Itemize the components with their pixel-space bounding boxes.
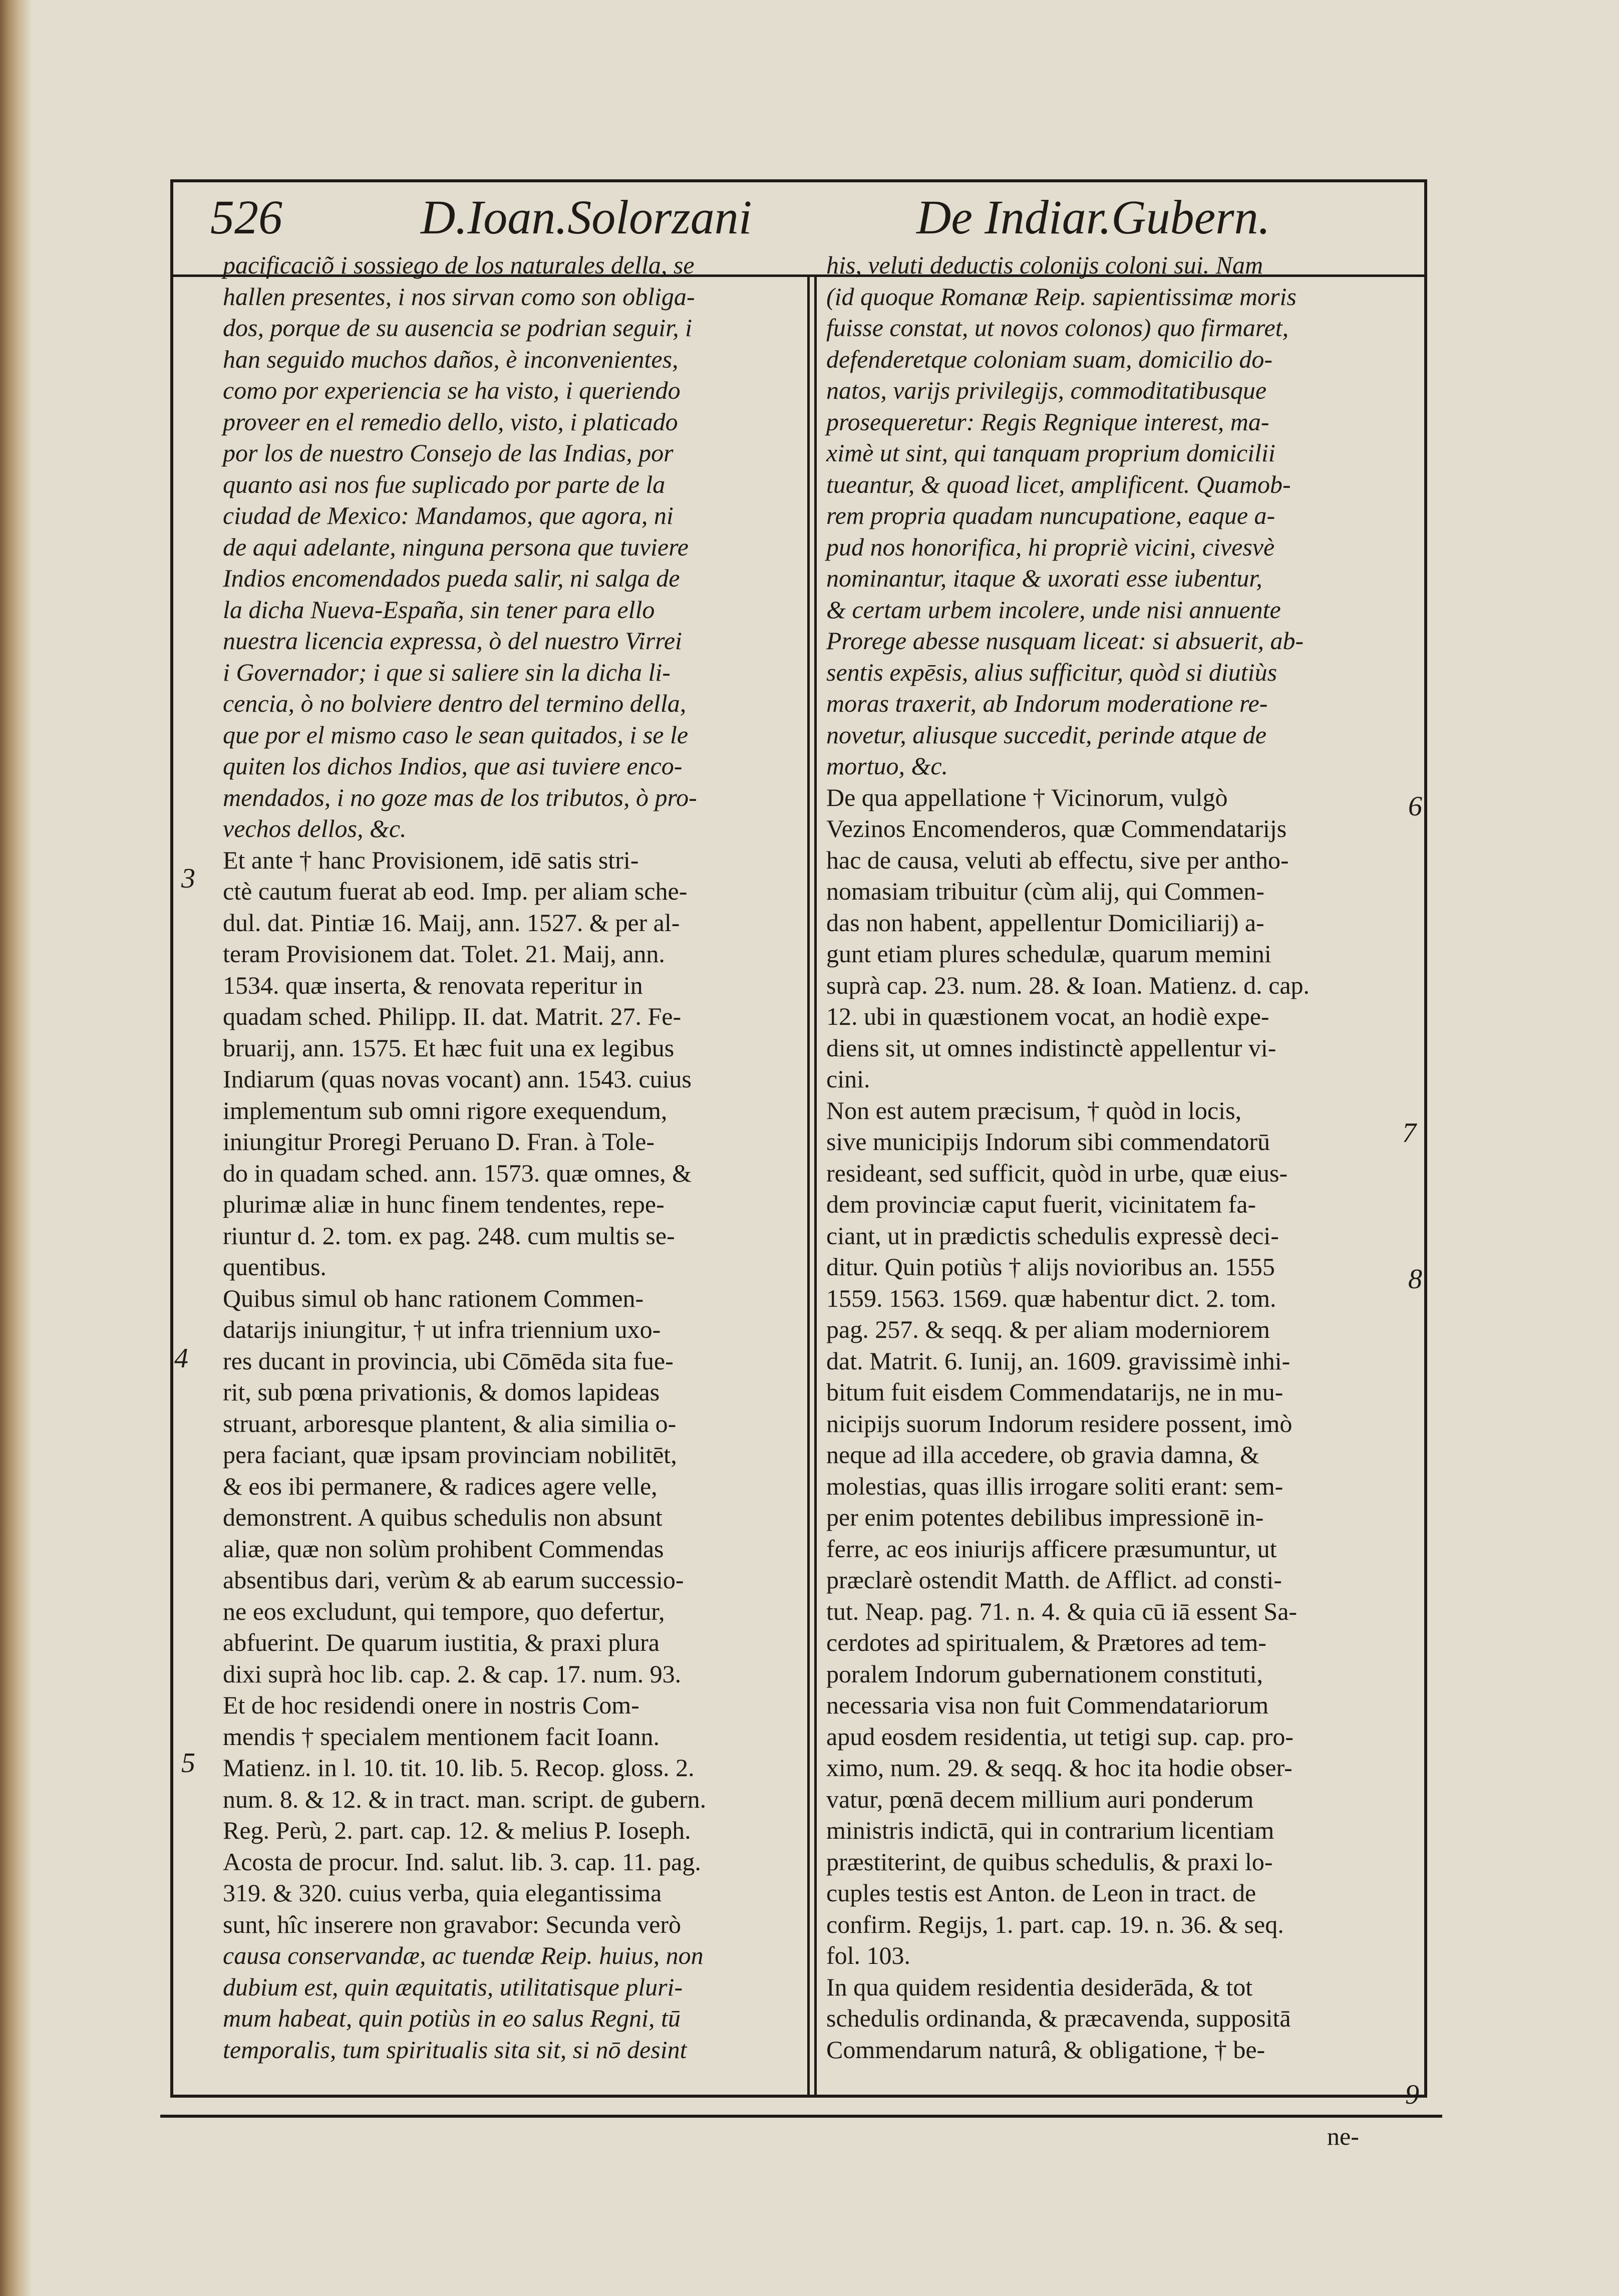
margin-note-number: 6 <box>1408 791 1422 822</box>
text-line: plurimæ aliæ in hunc finem tendentes, repe- <box>223 1190 665 1218</box>
text-line: ximè ut sint, qui tanquam proprium domicilii <box>826 439 1275 467</box>
text-line: sive municipijs Indorum sibi commendatorū <box>826 1127 1270 1156</box>
text-line: i Governador; i que si saliere sin la dicha li- <box>223 658 671 686</box>
text-line: que por el mismo caso le sean quitados, i se le <box>223 720 689 749</box>
margin-note-number: 8 <box>1408 1264 1422 1295</box>
text-line: ciant, ut in prædictis schedulis expressè deci- <box>826 1221 1279 1250</box>
text-line: dixi suprà hoc lib. cap. 2. & cap. 17. num. 93. <box>223 1659 682 1688</box>
text-line: mortuo, &c. <box>826 752 948 780</box>
text-line: prosequeretur: Regis Regnique interest, ma- <box>826 407 1269 436</box>
text-line: diens sit, ut omnes indistinctè appellentur vi- <box>826 1033 1276 1062</box>
text-line: poralem Indorum gubernationem constituti, <box>826 1659 1263 1688</box>
text-line: Vezinos Encomenderos, quæ Commendatarijs <box>826 814 1287 842</box>
text-line: implementum sub omni rigore exequendum, <box>223 1096 668 1124</box>
text-line: defenderetque coloniam suam, domicilio do- <box>826 345 1273 373</box>
text-line: de aqui adelante, ninguna persona que tuviere <box>223 532 689 561</box>
text-line: dul. dat. Pintiæ 16. Maij, ann. 1527. & per al- <box>223 908 680 937</box>
text-line: schedulis ordinanda, & præcavenda, suppositā <box>826 2004 1291 2032</box>
text-line: causa conservandæ, ac tuendæ Reip. huius, non <box>223 1941 704 1969</box>
text-line: necessaria visa non fuit Commendatariorum <box>826 1691 1269 1719</box>
text-line: sunt, hîc inserere non gravabor: Secunda verò <box>223 1910 681 1938</box>
catchword: ne- <box>1327 2122 1359 2150</box>
text-line: tut. Neap. pag. 71. n. 4. & quia cū iā essent Sa- <box>826 1597 1298 1625</box>
text-line: Matienz. in l. 10. tit. 10. lib. 5. Recop. gloss. 2. <box>223 1754 695 1782</box>
text-line: ferre, ac eos iniurijs afficere præsumuntur, ut <box>826 1534 1277 1563</box>
text-line: bruarij, ann. 1575. Et hæc fuit una ex legibus <box>223 1033 675 1062</box>
text-line: num. 8. & 12. & in tract. man. script. de gubern. <box>223 1785 707 1813</box>
text-line: ne eos excludunt, qui tempore, quo defertur, <box>223 1597 665 1625</box>
text-line: dat. Matrit. 6. Iunij, an. 1609. gravissimè inhi- <box>826 1346 1290 1375</box>
text-line: 1559. 1563. 1569. quæ habentur dict. 2. tom. <box>826 1284 1276 1312</box>
text-line: gunt etiam plures schedulæ, quarum memini <box>826 940 1271 968</box>
text-line: cuples testis est Anton. de Leon in tract. de <box>826 1879 1256 1907</box>
text-line: Acosta de procur. Ind. salut. lib. 3. cap. 11. pag. <box>223 1847 701 1876</box>
text-line: Indios encomendados pueda salir, ni salga de <box>223 564 680 592</box>
text-line: bitum fuit eisdem Commendatarijs, ne in mu- <box>826 1378 1283 1406</box>
column-rule-left <box>807 274 810 2098</box>
text-line: quentibus. <box>223 1253 327 1281</box>
running-head-title: De Indiar.Gubern. <box>916 190 1270 244</box>
text-line: absentibus dari, verùm & ab earum successio- <box>223 1566 684 1594</box>
text-line: vechos dellos, &c. <box>223 814 407 842</box>
text-line: ministris indictā, qui in contrarium licentiam <box>826 1816 1274 1844</box>
text-line: cini. <box>826 1065 870 1093</box>
column-rule-right <box>814 274 817 2098</box>
text-line: proveer en el remedio dello, visto, i platicado <box>223 407 678 436</box>
text-line: molestias, quas illis irrogare soliti erant: sem- <box>826 1472 1283 1500</box>
margin-note-number: 4 <box>174 1343 188 1374</box>
text-line: como por experiencia se ha visto, i queriendo <box>223 376 681 404</box>
text-line: res ducant in provincia, ubi Cōmēda sita fue- <box>223 1346 674 1375</box>
text-line: his, veluti deductis colonijs coloni sui. Nam <box>826 251 1263 279</box>
text-line: 319. & 320. cuius verba, quia elegantissima <box>223 1879 662 1907</box>
text-line: hallen presentes, i nos sirvan como son obliga- <box>223 282 695 311</box>
text-line: das non habent, appellentur Domiciliarij) a- <box>826 908 1264 937</box>
text-line: por los de nuestro Consejo de las Indias, por <box>223 439 674 467</box>
right-text-column <box>826 249 1405 2065</box>
text-line: præstiterint, de quibus schedulis, & praxi lo- <box>826 1847 1273 1876</box>
text-line: ciudad de Mexico: Mandamos, que agora, ni <box>223 501 674 529</box>
text-line: (id quoque Romanæ Reip. sapientissimæ moris <box>826 282 1297 311</box>
text-line: han seguido muchos daños, è inconvenientes, <box>223 345 679 373</box>
text-line: Et ante † hanc Provisionem, idē satis stri- <box>223 845 639 874</box>
text-line: Quibus simul ob hanc rationem Commen- <box>223 1284 644 1312</box>
text-line: In qua quidem residentia desiderāda, & tot <box>826 1972 1253 2001</box>
text-line: datarijs iniungitur, † ut infra triennium uxo- <box>223 1315 661 1343</box>
text-line: resideant, sed sufficit, quòd in urbe, quæ eius- <box>826 1159 1288 1187</box>
text-line: De qua appellatione † Vicinorum, vulgò <box>826 783 1228 811</box>
text-line: nuestra licencia expressa, ò del nuestro Virrei <box>223 627 682 655</box>
margin-note-number: 9 <box>1405 2079 1419 2110</box>
margin-note-number: 7 <box>1402 1117 1416 1149</box>
text-line: riuntur d. 2. tom. ex pag. 248. cum multis se- <box>223 1221 675 1250</box>
text-line: ctè cautum fuerat ab eod. Imp. per aliam sche- <box>223 877 688 905</box>
text-line: dos, porque de su ausencia se podrian seguir, i <box>223 314 692 342</box>
text-line: la dicha Nueva-España, sin tener para ello <box>223 595 655 624</box>
text-line: Et de hoc residendi onere in nostris Com- <box>223 1691 639 1719</box>
page-binding-edge <box>0 0 32 2296</box>
text-line: Prorege abesse nusquam liceat: si absuerit, ab- <box>826 627 1304 655</box>
text-line: quadam sched. Philipp. II. dat. Matrit. 27. Fe- <box>223 1002 682 1030</box>
text-line: ditur. Quin potiùs † alijs novioribus an. 1555 <box>826 1253 1275 1281</box>
text-line: & eos ibi permanere, & radices agere velle, <box>223 1472 658 1500</box>
text-line: quanto asi nos fue suplicado por parte de la <box>223 470 666 498</box>
text-line: & certam urbem incolere, unde nisi annuente <box>826 595 1281 624</box>
text-line: Indiarum (quas novas vocant) ann. 1543. cuius <box>223 1065 692 1093</box>
text-line: fuisse constat, ut novos colonos) quo firmaret, <box>826 314 1289 342</box>
text-line: 12. ubi in quæstionem vocat, an hodiè expe- <box>826 1002 1269 1030</box>
text-line: mendados, i no goze mas de los tributos, ò pro- <box>223 783 697 811</box>
text-line: confirm. Regijs, 1. part. cap. 19. n. 36. & seq. <box>826 1910 1284 1938</box>
text-line: rit, sub pœna privationis, & domos lapideas <box>223 1378 660 1406</box>
text-line: apud eosdem residentia, ut tetigi sup. cap. pro- <box>826 1722 1294 1751</box>
text-line: aliæ, quæ non solùm prohibent Commendas <box>223 1534 664 1563</box>
running-head-author: D.Ioan.Solorzani <box>421 190 752 244</box>
text-line: vatur, pœnā decem millium auri ponderum <box>826 1785 1254 1813</box>
text-line: nicipijs suorum Indorum residere possent, imò <box>826 1409 1292 1438</box>
text-line: struant, arboresque plantent, & alia similia o- <box>223 1409 677 1438</box>
text-line: ximo, num. 29. & seqq. & hoc ita hodie obser- <box>826 1754 1292 1782</box>
text-line: novetur, aliusque succedit, perinde atque de <box>826 720 1266 749</box>
text-line: pera faciant, quæ ipsam provinciam nobilitēt, <box>223 1441 677 1469</box>
text-line: Commendarum naturâ, & obligatione, † be- <box>826 2035 1265 2064</box>
text-line: Reg. Perù, 2. part. cap. 12. & melius P. Ioseph. <box>223 1816 691 1844</box>
text-line: per enim potentes debilibus impressionē in- <box>826 1503 1264 1531</box>
text-line: cerdotes ad spiritualem, & Prætores ad tem- <box>826 1628 1266 1656</box>
text-line: cencia, ò no bolviere dentro del termino della, <box>223 689 687 717</box>
text-line: sentis expēsis, alius sufficitur, quòd si diutiùs <box>826 658 1277 686</box>
text-line: mum habeat, quin potiùs in eo salus Regni, tū <box>223 2004 681 2032</box>
text-line: natos, varijs privilegijs, commoditatibusque <box>826 376 1267 404</box>
text-line: nomasiam tribuitur (cùm alij, qui Commen- <box>826 877 1264 905</box>
page-number: 526 <box>210 190 282 244</box>
text-line: hac de causa, veluti ab effectu, sive per antho- <box>826 845 1289 874</box>
text-line: do in quadam sched. ann. 1573. quæ omnes, & <box>223 1159 692 1187</box>
bottom-rule <box>160 2115 1442 2118</box>
left-text-column <box>223 249 801 2065</box>
text-line: suprà cap. 23. num. 28. & Ioan. Matienz. d. cap. <box>826 971 1310 999</box>
text-line: iniungitur Proregi Peruano D. Fran. à Tole- <box>223 1127 655 1156</box>
text-line: moras traxerit, ab Indorum moderatione re- <box>826 689 1268 717</box>
text-line: Non est autem præcisum, † quòd in locis, <box>826 1096 1242 1124</box>
text-line: præclarè ostendit Matth. de Afflict. ad consti- <box>826 1566 1282 1594</box>
text-line: nominantur, itaque & uxorati esse iubentur, <box>826 564 1262 592</box>
margin-note-number: 5 <box>181 1748 195 1779</box>
text-line: mendis † specialem mentionem facit Ioann. <box>223 1722 660 1751</box>
text-line: fol. 103. <box>826 1941 911 1969</box>
text-line: demonstrent. A quibus schedulis non absunt <box>223 1503 663 1531</box>
text-line: neque ad illa accedere, ob gravia damna, & <box>826 1441 1259 1469</box>
text-line: dubium est, quin æquitatis, utilitatisque pluri- <box>223 1972 683 2001</box>
margin-note-number: 3 <box>181 863 195 894</box>
text-line: dem provinciæ caput fuerit, vicinitatem fa- <box>826 1190 1256 1218</box>
text-line: pud nos honorifica, hi propriè vicini, civesvè <box>826 532 1275 561</box>
text-line: rem propria quadam nuncupatione, eaque a- <box>826 501 1275 529</box>
text-line: temporalis, tum spiritualis sita sit, si nō desint <box>223 2035 687 2064</box>
text-line: 1534. quæ inserta, & renovata reperitur in <box>223 971 643 999</box>
text-line: pacificaciõ i sossiego de los naturales della, se <box>223 251 695 279</box>
text-line: quiten los dichos Indios, que asi tuviere enco- <box>223 752 683 780</box>
text-line: teram Provisionem dat. Tolet. 21. Maij, ann. <box>223 940 665 968</box>
text-line: tueantur, & quoad licet, amplificent. Quamob- <box>826 470 1291 498</box>
text-line: abfuerint. De quarum iustitia, & praxi plura <box>223 1628 660 1656</box>
text-line: pag. 257. & seqq. & per aliam moderniorem <box>826 1315 1270 1343</box>
